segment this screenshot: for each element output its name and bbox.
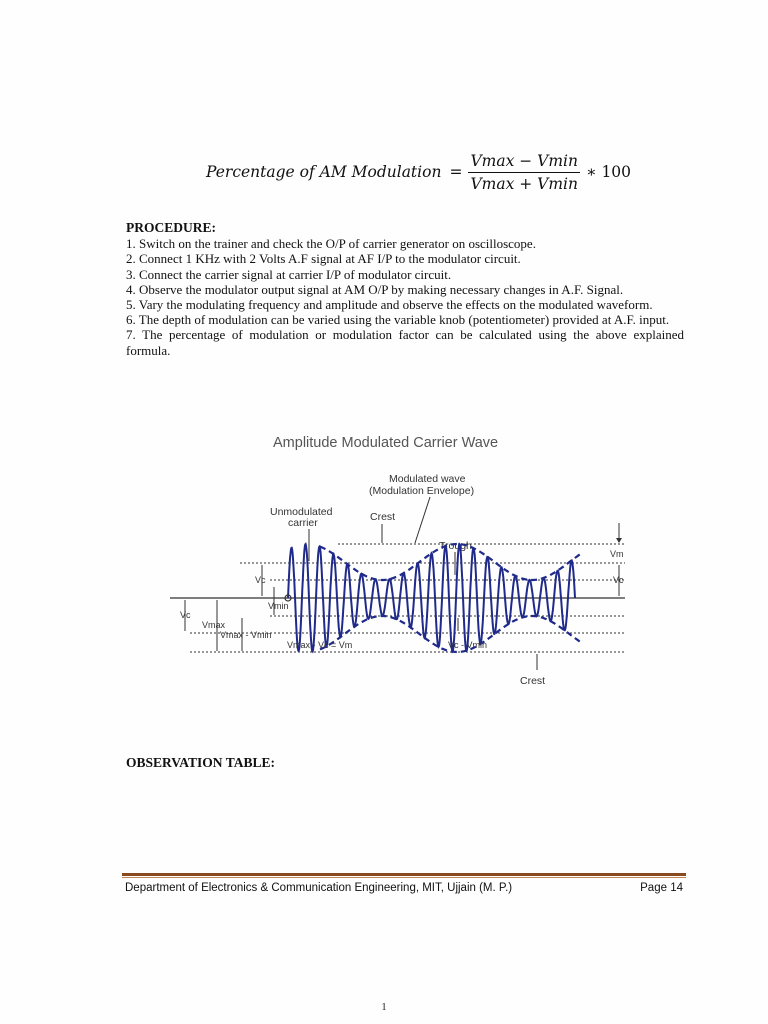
procedure-step: 5. Vary the modulating frequency and amplitude and observe the effects on the modulated waveform. — [126, 297, 653, 313]
procedure-heading: PROCEDURE: — [126, 220, 216, 235]
footer-department: Department of Electronics & Communication Engineering, MIT, Ujjain (M. P.) — [125, 882, 513, 894]
formula-fraction — [468, 152, 580, 193]
footer-rule-thin — [122, 877, 686, 878]
modulation-formula — [206, 150, 631, 194]
label-vmax: Vmax — [202, 620, 226, 630]
formula-equals: = — [449, 163, 463, 181]
label-carrier: carrier — [288, 517, 318, 529]
label-vc-minus-vmin: Vc - Vmin — [448, 640, 488, 650]
label-vc-outer: Vc — [180, 610, 191, 620]
formula-lhs: Percentage of AM Modulation — [206, 163, 442, 181]
label-unmodulated: Unmodulated — [270, 506, 333, 518]
formula-multiplier: ∗ 100 — [585, 163, 632, 181]
procedure-step: 3. Connect the carrier signal at carrier I/P of modulator circuit. — [126, 266, 452, 282]
label-vc-left: Vc — [255, 575, 266, 585]
page-number: 1 — [381, 1002, 387, 1013]
procedure-step: 1. Switch on the trainer and check the O/P of carrier generator on oscilloscope. — [126, 236, 536, 252]
label-crest-bottom: Crest — [520, 675, 546, 687]
label-vmax-minus-vmin: Vmax - Vmin — [220, 630, 272, 640]
label-vmin: Vmin — [268, 601, 289, 611]
label-vmax-minus-vc: Vmax - Vc = Vm — [287, 640, 353, 650]
procedure-step: 2. Connect 1 KHz with 2 Volts A.F signal at AF I/P to the modulator circuit. — [126, 251, 521, 267]
label-modulated-wave: Modulated wave — [389, 473, 466, 485]
label-trough: Trough — [439, 540, 472, 552]
footer-rule — [122, 873, 686, 876]
label-vm: Vm — [610, 549, 624, 559]
figure-title: Amplitude Modulated Carrier Wave — [273, 435, 499, 451]
envelope-pointer — [415, 497, 430, 543]
vm-arrowhead — [616, 538, 622, 543]
observation-table-heading: OBSERVATION TABLE: — [126, 755, 275, 770]
footer-page-label: Page 14 — [640, 882, 683, 894]
am-wave-figure — [170, 425, 640, 725]
procedure-step: 6. The depth of modulation can be varied using the variable knob (potentiometer) provided at A.F. input. — [126, 312, 670, 328]
procedure-step: 7. The percentage of modulation or modulation factor can be calculated using the above explained formula. — [126, 327, 684, 358]
label-modulation-envelope: (Modulation Envelope) — [369, 485, 475, 497]
am-wave-diagram — [170, 425, 640, 725]
formula-numerator: Vmax − Vmin — [468, 152, 580, 173]
procedure-section — [126, 220, 684, 358]
label-vc-right: Vc — [613, 575, 624, 585]
label-crest-top: Crest — [370, 511, 396, 523]
formula-denominator: Vmax + Vmin — [470, 174, 578, 193]
procedure-step: 4. Observe the modulator output signal at AM O/P by making necessary changes in A.F. Signal. — [126, 281, 624, 297]
